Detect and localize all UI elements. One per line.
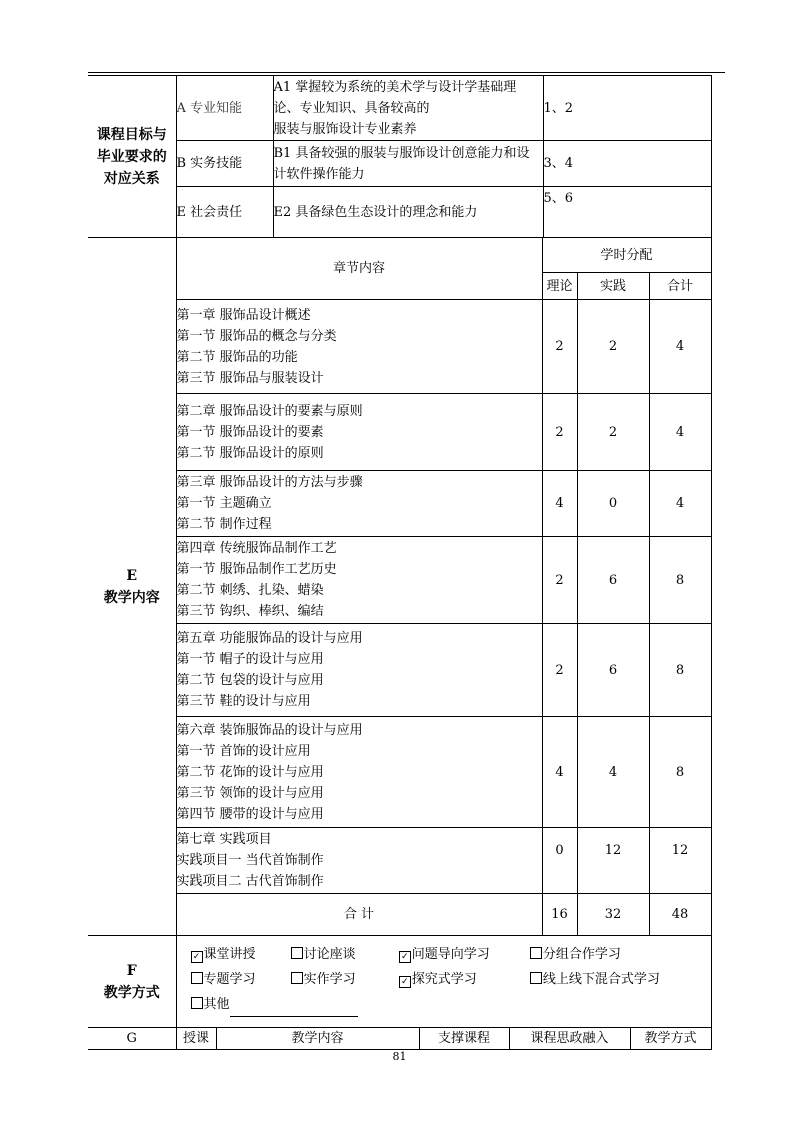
theory-hours: 0 — [542, 828, 577, 894]
method-option-lecture[interactable]: ✓ 课堂讲授 — [191, 942, 287, 967]
practice-hours: 0 — [577, 471, 649, 537]
total-hours: 4 — [649, 471, 711, 537]
chapter-header: 章节内容 — [176, 238, 542, 300]
content-table — [88, 237, 712, 936]
method-option-problem-based[interactable]: ✓ 问题导向学习 — [399, 942, 526, 967]
checkbox-blended[interactable] — [530, 972, 542, 984]
chapter-cell: 第二章 服饰品设计的要素与原则 第一节 服饰品设计的要素 第二节 服饰品设计的原则 — [176, 394, 542, 471]
theory-hours: 4 — [542, 717, 577, 828]
sum-total: 48 — [649, 894, 711, 936]
chapter-cell: 第一章 服饰品设计概述 第一节 服饰品的概念与分类 第二节 服饰品的功能 第三节 服饰品与服装设计 — [176, 300, 542, 394]
other-blank-line[interactable] — [230, 1000, 358, 1017]
g-table — [88, 1027, 712, 1050]
checkbox-lecture[interactable]: ✓ — [191, 951, 203, 963]
method-option-blended[interactable]: 线上线下混合式学习 — [530, 967, 660, 992]
objective-category: B 实务技能 — [176, 141, 273, 187]
methods-label: F 教学方式 — [88, 936, 176, 1028]
total-header: 合计 — [649, 273, 711, 300]
total-hours: 12 — [649, 828, 711, 894]
practice-hours: 6 — [577, 624, 649, 717]
objectives-label: 课程目标与 毕业要求的 对应关系 — [88, 76, 176, 238]
practice-hours: 12 — [577, 828, 649, 894]
checkbox-problem-based[interactable]: ✓ — [399, 951, 411, 963]
checkbox-other[interactable] — [191, 997, 203, 1009]
method-option-other[interactable]: 其他 — [191, 992, 358, 1017]
theory-hours: 4 — [542, 471, 577, 537]
theory-hours: 2 — [542, 300, 577, 394]
objective-targets: 5、6 — [543, 187, 711, 238]
page-number: 81 — [392, 1050, 407, 1063]
objective-targets: 3、4 — [543, 141, 711, 187]
checkbox-practical[interactable] — [291, 972, 303, 984]
method-option-inquiry[interactable]: ✓ 探究式学习 — [399, 967, 526, 992]
practice-hours: 2 — [577, 394, 649, 471]
g-header-lecture: 授课 — [176, 1028, 216, 1050]
g-header-support: 支撑课程 — [419, 1028, 509, 1050]
total-hours: 4 — [649, 300, 711, 394]
objective-category: A 专业知能 — [176, 76, 273, 141]
objective-desc: A1 掌握较为系统的美术学与设计学基础理 论、专业知识、具备较高的 服装与服饰设计专业素养 — [273, 76, 543, 141]
g-header-content: 教学内容 — [216, 1028, 419, 1050]
objectives-table — [88, 75, 712, 238]
practice-hours: 6 — [577, 537, 649, 624]
method-option-practical[interactable]: 实作学习 — [291, 967, 395, 992]
methods-options — [176, 936, 711, 1028]
objective-desc: B1 具备较强的服装与服饰设计创意能力和设 计软件操作能力 — [273, 141, 543, 187]
g-header-method: 教学方式 — [630, 1028, 711, 1050]
hours-header: 学时分配 — [542, 238, 711, 273]
method-option-topic[interactable]: 专题学习 — [191, 967, 287, 992]
total-hours: 4 — [649, 394, 711, 471]
theory-hours: 2 — [542, 537, 577, 624]
chapter-cell: 第七章 实践项目 实践项目一 当代首饰制作 实践项目二 古代首饰制作 — [176, 828, 542, 894]
g-header-ideology: 课程思政融入 — [509, 1028, 630, 1050]
objective-targets: 1、2 — [543, 76, 711, 141]
chapter-cell: 第三章 服饰品设计的方法与步骤 第一节 主题确立 第二节 制作过程 — [176, 471, 542, 537]
checkbox-group[interactable] — [530, 947, 542, 959]
methods-table — [88, 935, 712, 1028]
objective-category: E 社会责任 — [176, 187, 273, 238]
checkbox-discussion[interactable] — [291, 947, 303, 959]
method-option-discussion[interactable]: 讨论座谈 — [291, 942, 395, 967]
header-rule — [88, 72, 725, 73]
practice-header: 实践 — [577, 273, 649, 300]
method-option-group[interactable]: 分组合作学习 — [530, 942, 621, 967]
total-hours: 8 — [649, 624, 711, 717]
content-label: E 教学内容 — [88, 238, 176, 936]
chapter-cell: 第四章 传统服饰品制作工艺 第一节 服饰品制作工艺历史 第二节 刺绣、扎染、蜡染 第三节 钩织、棒织、编结 — [176, 537, 542, 624]
objective-desc: E2 具备绿色生态设计的理念和能力 — [273, 187, 543, 238]
checkbox-topic[interactable] — [191, 972, 203, 984]
chapter-cell: 第五章 功能服饰品的设计与应用 第一节 帽子的设计与应用 第二节 包袋的设计与应用 第三节 鞋的设计与应用 — [176, 624, 542, 717]
g-label: G — [88, 1028, 176, 1050]
total-hours: 8 — [649, 537, 711, 624]
sum-theory: 16 — [542, 894, 577, 936]
practice-hours: 2 — [577, 300, 649, 394]
theory-hours: 2 — [542, 394, 577, 471]
total-hours: 8 — [649, 717, 711, 828]
sum-label: 合 计 — [176, 894, 542, 936]
sum-practice: 32 — [577, 894, 649, 936]
chapter-cell: 第六章 装饰服饰品的设计与应用 第一节 首饰的设计应用 第二节 花饰的设计与应用 第三节 领饰的设计与应用 第四节 腰带的设计与应用 — [176, 717, 542, 828]
checkbox-inquiry[interactable]: ✓ — [399, 976, 411, 988]
theory-hours: 2 — [542, 624, 577, 717]
practice-hours: 4 — [577, 717, 649, 828]
theory-header: 理论 — [542, 273, 577, 300]
